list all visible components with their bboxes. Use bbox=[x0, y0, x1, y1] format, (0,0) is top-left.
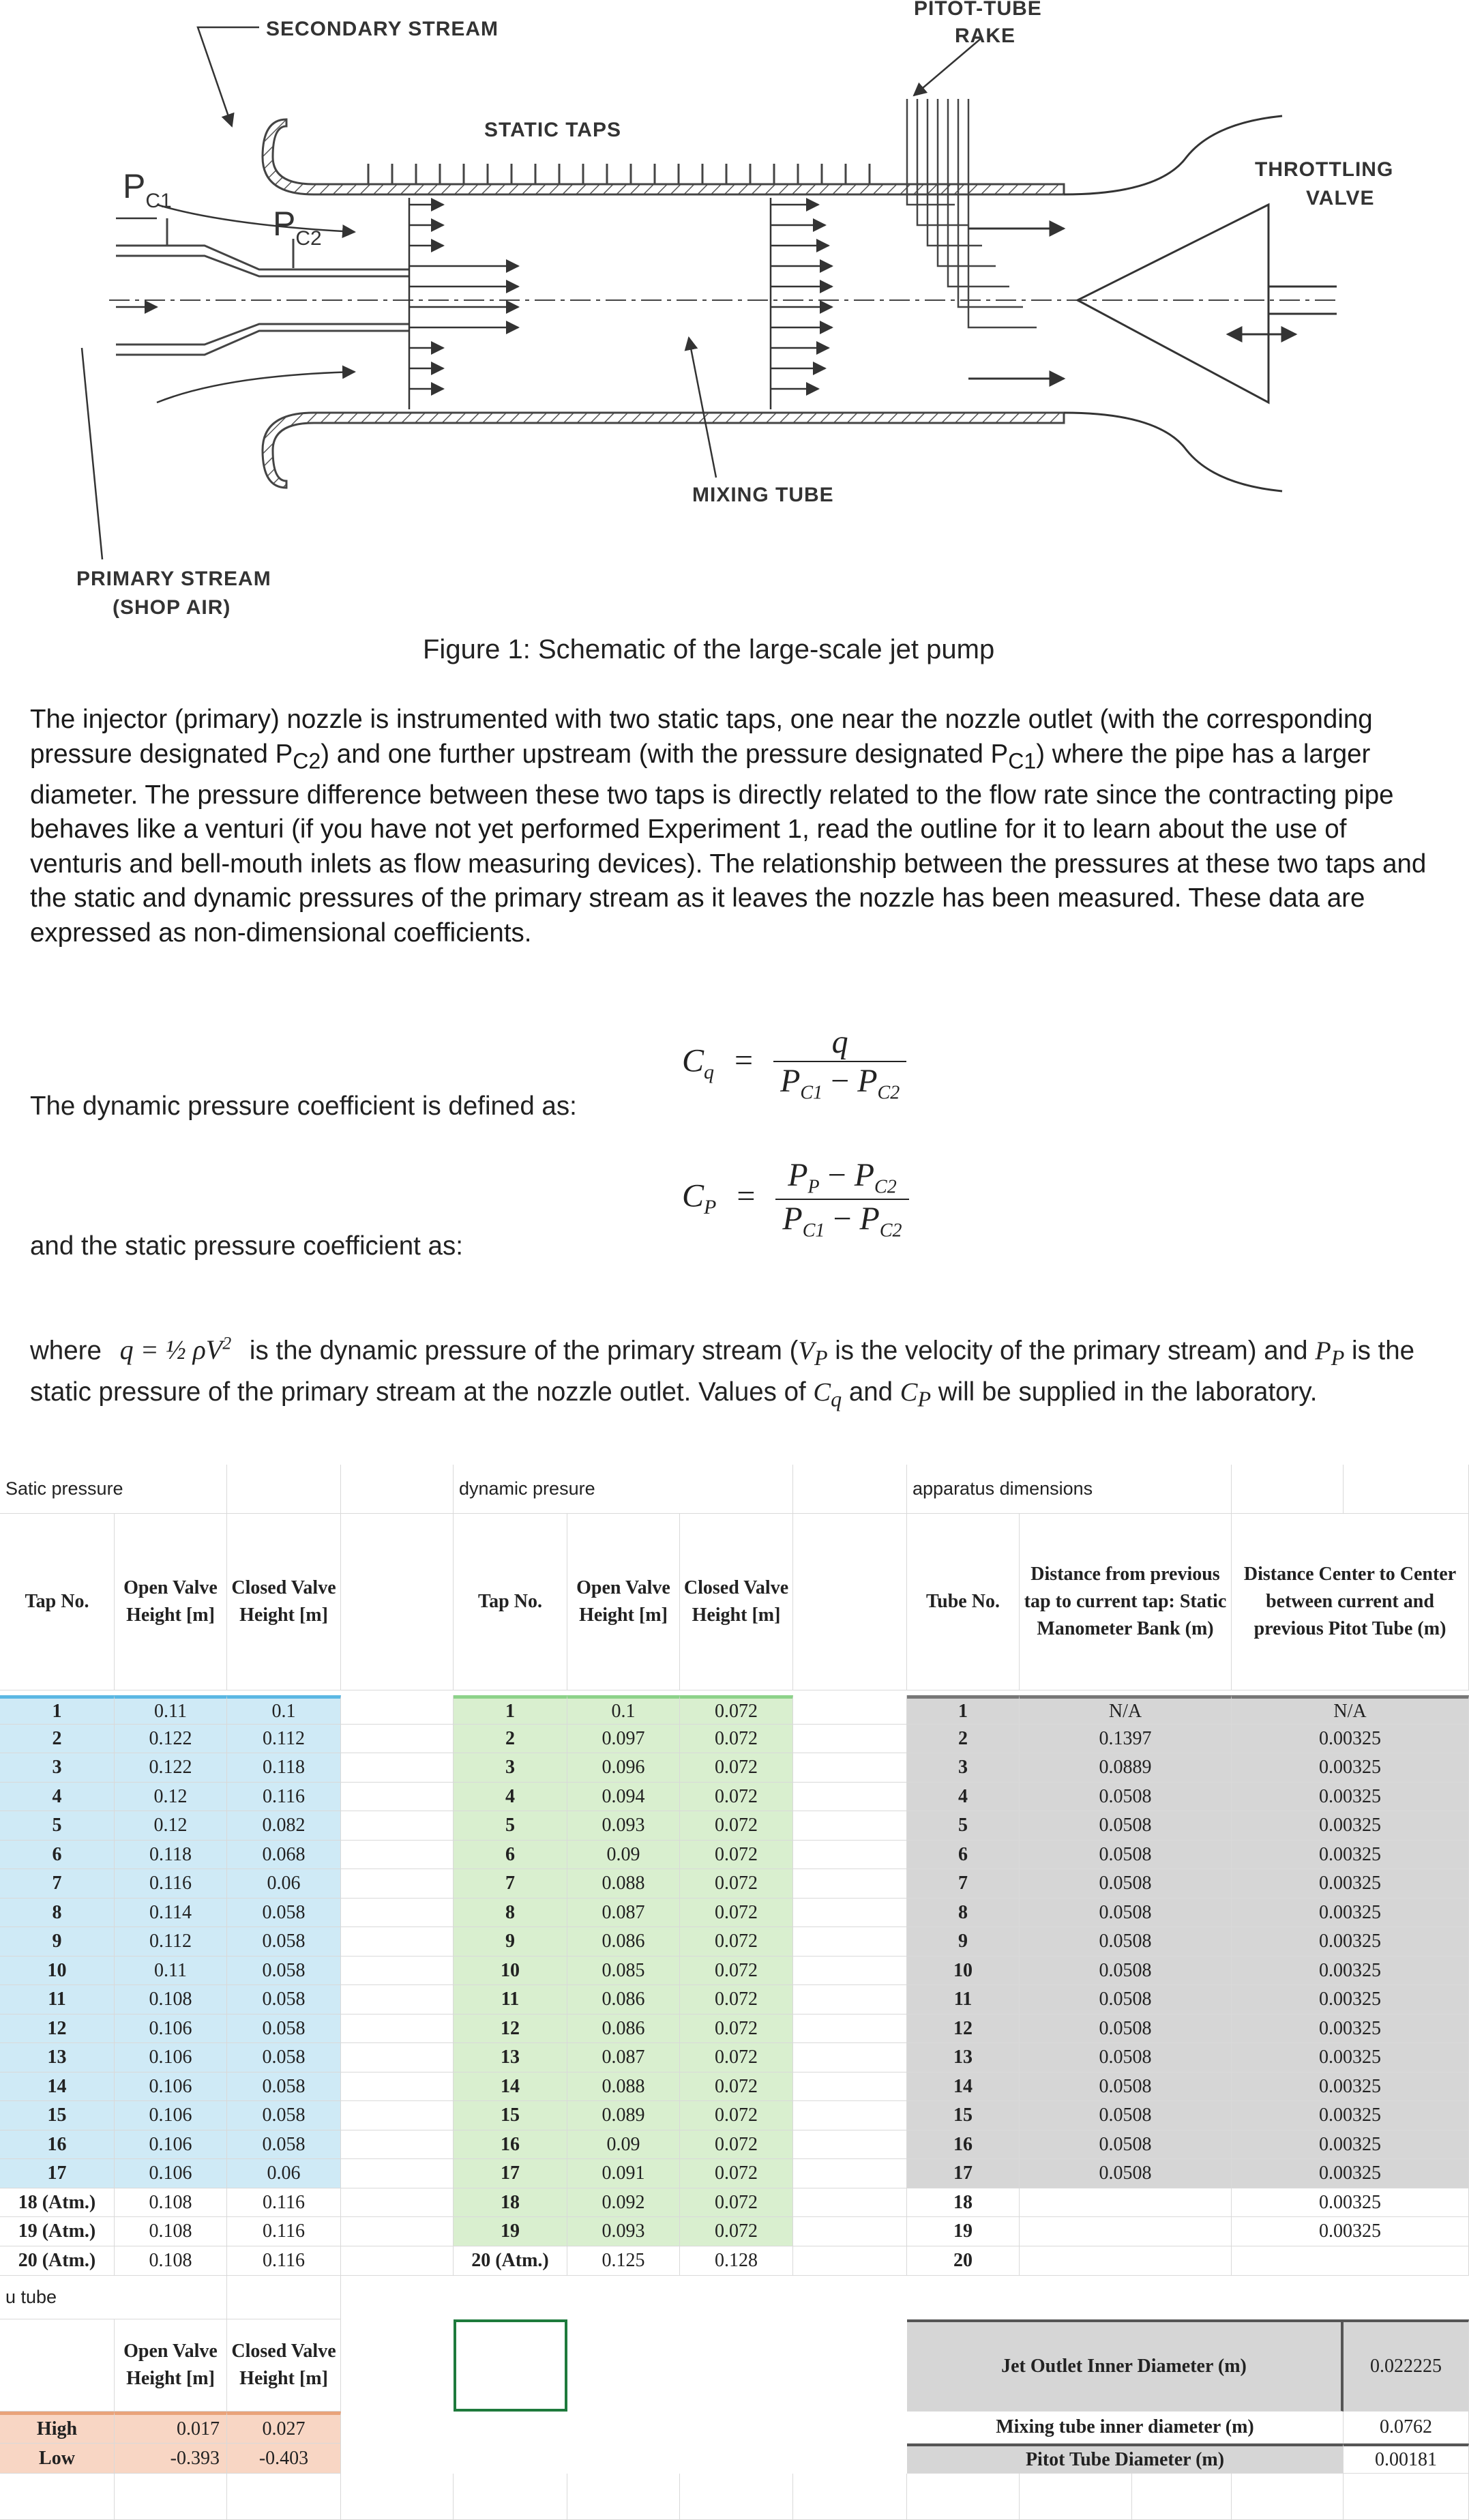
utube-open-header: Open Valve Height [m] bbox=[115, 2319, 227, 2412]
utube-open-value[interactable]: -0.393 bbox=[115, 2444, 227, 2474]
tube-no: 4 bbox=[907, 1783, 1020, 1811]
distance-pitot-value[interactable]: 0.00325 bbox=[1232, 2014, 1469, 2043]
dynamic-tap-no: 19 bbox=[454, 2217, 567, 2246]
cell[interactable] bbox=[793, 1783, 907, 1811]
figure-caption: Figure 1: Schematic of the large-scale jet pump bbox=[423, 634, 995, 664]
static-closed-value[interactable]: 0.058 bbox=[227, 2072, 341, 2101]
distance-pitot-value[interactable]: 0.00325 bbox=[1232, 1753, 1469, 1783]
tube-no: 16 bbox=[907, 2130, 1020, 2159]
dynamic-tap-no: 18 bbox=[454, 2188, 567, 2217]
tube-no: 20 bbox=[907, 2246, 1020, 2276]
static-closed-value[interactable]: 0.058 bbox=[227, 1927, 341, 1957]
distance-tap-value[interactable]: 0.0508 bbox=[1020, 1811, 1232, 1841]
cell[interactable] bbox=[793, 2159, 907, 2188]
cell[interactable] bbox=[341, 2101, 454, 2130]
dynamic-tap-no: 16 bbox=[454, 2130, 567, 2159]
dynamic-closed-value[interactable]: 0.072 bbox=[680, 2188, 793, 2217]
dynamic-closed-value[interactable]: 0.072 bbox=[680, 1957, 793, 1985]
cell[interactable] bbox=[793, 2474, 907, 2520]
distance-tap-value[interactable]: 0.0508 bbox=[1020, 2101, 1232, 2130]
static-tap-no: 11 bbox=[0, 1985, 115, 2014]
distance-pitot-value[interactable]: 0.00325 bbox=[1232, 1899, 1469, 1927]
dynamic-open-value[interactable]: 0.096 bbox=[567, 1753, 680, 1783]
static-open-value[interactable]: 0.112 bbox=[115, 1927, 227, 1957]
dynamic-open-value[interactable]: 0.093 bbox=[567, 1811, 680, 1841]
cell[interactable] bbox=[341, 2474, 454, 2520]
cell[interactable] bbox=[793, 1957, 907, 1985]
static-tap-no: 20 (Atm.) bbox=[0, 2246, 115, 2276]
pitot-diameter-value[interactable]: 0.00181 bbox=[1344, 2444, 1469, 2474]
distance-pitot-value[interactable]: 0.00325 bbox=[1232, 1927, 1469, 1957]
throttling-valve-label-1: THROTTLING bbox=[1255, 158, 1394, 181]
distance-pitot-value[interactable]: 0.00325 bbox=[1232, 1957, 1469, 1985]
distance-tap-value[interactable]: 0.0508 bbox=[1020, 2043, 1232, 2072]
static-tap-no: 16 bbox=[0, 2130, 115, 2159]
distance-pitot-value[interactable]: 0.00325 bbox=[1232, 1783, 1469, 1811]
static-tap-no: 13 bbox=[0, 2043, 115, 2072]
distance-tap-value[interactable] bbox=[1020, 2246, 1232, 2276]
distance-pitot-value[interactable]: N/A bbox=[1232, 1695, 1469, 1725]
static-tap-no: 19 (Atm.) bbox=[0, 2217, 115, 2246]
tube-no: 9 bbox=[907, 1927, 1020, 1957]
cell[interactable] bbox=[341, 1899, 454, 1927]
cell[interactable] bbox=[793, 1465, 907, 1514]
static-open-value[interactable]: 0.108 bbox=[115, 2217, 227, 2246]
cell[interactable] bbox=[1232, 1465, 1344, 1514]
distance-pitot-value[interactable]: 0.00325 bbox=[1232, 2159, 1469, 2188]
dynamic-open-header: Open Valve Height [m] bbox=[567, 1514, 680, 1690]
distance-pitot-value[interactable]: 0.00325 bbox=[1232, 2072, 1469, 2101]
dynamic-closed-value[interactable]: 0.072 bbox=[680, 1695, 793, 1725]
dynamic-open-value[interactable]: 0.091 bbox=[567, 2159, 680, 2188]
cell[interactable] bbox=[454, 2474, 567, 2520]
static-open-value[interactable]: 0.122 bbox=[115, 1725, 227, 1753]
static-open-value[interactable]: 0.106 bbox=[115, 2072, 227, 2101]
static-closed-value[interactable]: 0.058 bbox=[227, 1985, 341, 2014]
cell[interactable] bbox=[341, 1957, 454, 1985]
dynamic-open-value[interactable]: 0.094 bbox=[567, 1783, 680, 1811]
dynamic-open-value[interactable]: 0.092 bbox=[567, 2188, 680, 2217]
cell[interactable] bbox=[341, 2246, 454, 2276]
cell[interactable] bbox=[341, 1985, 454, 2014]
dynamic-open-value[interactable]: 0.097 bbox=[567, 1725, 680, 1753]
static-open-value[interactable]: 0.122 bbox=[115, 1753, 227, 1783]
distance-tap-value[interactable]: 0.0508 bbox=[1020, 2014, 1232, 2043]
tube-no: 15 bbox=[907, 2101, 1020, 2130]
tube-no: 6 bbox=[907, 1841, 1020, 1869]
velocity-profile-inlet bbox=[409, 198, 518, 409]
cell[interactable] bbox=[227, 2276, 341, 2319]
distance-tap-value[interactable]: 0.0508 bbox=[1020, 2072, 1232, 2101]
dynamic-closed-value[interactable]: 0.072 bbox=[680, 2101, 793, 2130]
distance-pitot-value[interactable]: 0.00325 bbox=[1232, 2101, 1469, 2130]
distance-tap-value[interactable]: 0.0508 bbox=[1020, 2130, 1232, 2159]
distance-tap-value[interactable] bbox=[1020, 2217, 1232, 2246]
tube-no: 5 bbox=[907, 1811, 1020, 1841]
tube-no: 1 bbox=[907, 1695, 1020, 1725]
intro-paragraph: The injector (primary) nozzle is instrumented with two static taps, one near the nozzle outlet (with the corresponding pressure designated $P_{C2}$) and one further upstream (with the pressure designated $P_{C1}$) where the pipe has a larger diameter. The pressure difference between these two taps is directly related to the flow rate since the contracting pipe behaves like a venturi (if you have not yet performed Experiment 1, read the outline for it to learn about the use of venturis and bell-mouth inlets as flow measuring devices). The relationship between the pressures at these two taps and the static and dynamic pressures of the primary stream as it leaves the nozzle has been measured. These data are expressed as non-dimensional coefficients. bbox=[30, 705, 1427, 948]
cell[interactable] bbox=[793, 1927, 907, 1957]
dynamic-closed-value[interactable]: 0.128 bbox=[680, 2246, 793, 2276]
static-tap-no: 1 bbox=[0, 1695, 115, 1725]
tube-no-header: Tube No. bbox=[907, 1514, 1020, 1690]
distance-pitot-value[interactable]: 0.00325 bbox=[1232, 2130, 1469, 2159]
cell[interactable] bbox=[793, 2072, 907, 2101]
static-closed-value[interactable]: 0.118 bbox=[227, 1753, 341, 1783]
static-tap-no: 3 bbox=[0, 1753, 115, 1783]
throttling-valve-label-2: VALVE bbox=[1306, 187, 1375, 209]
distance-pitot-header: Distance Center to Center between current and previous Pitot Tube (m) bbox=[1232, 1514, 1469, 1690]
distance-pitot-value[interactable]: 0.00325 bbox=[1232, 1985, 1469, 2014]
apparatus-dimensions-title: apparatus dimensions bbox=[907, 1465, 1232, 1514]
dynamic-closed-value[interactable]: 0.072 bbox=[680, 2217, 793, 2246]
dynamic-open-value[interactable]: 0.09 bbox=[567, 2130, 680, 2159]
cell[interactable] bbox=[341, 2217, 454, 2246]
static-closed-value[interactable]: 0.058 bbox=[227, 2130, 341, 2159]
distance-tap-value[interactable]: 0.0889 bbox=[1020, 1753, 1232, 1783]
cell[interactable] bbox=[341, 1465, 454, 1514]
static-closed-value[interactable]: 0.058 bbox=[227, 2014, 341, 2043]
dynamic-closed-value[interactable]: 0.072 bbox=[680, 1811, 793, 1841]
static-open-value[interactable]: 0.106 bbox=[115, 2101, 227, 2130]
cell[interactable] bbox=[341, 2014, 454, 2043]
tube-no: 18 bbox=[907, 2188, 1020, 2217]
cell[interactable] bbox=[227, 1465, 341, 1514]
jet-outlet-diameter-label: Jet Outlet Inner Diameter (m) bbox=[907, 2319, 1344, 2412]
dynamic-tap-no: 1 bbox=[454, 1695, 567, 1725]
distance-pitot-value[interactable]: 0.00325 bbox=[1232, 1841, 1469, 1869]
dynamic-open-value[interactable]: 0.087 bbox=[567, 2043, 680, 2072]
cq-equation: $C_q$ = $\frac{q}{P_{C1} - P_{C2}}$ bbox=[682, 1023, 906, 1104]
static-tap-no: 14 bbox=[0, 2072, 115, 2101]
cell[interactable] bbox=[1344, 2474, 1469, 2520]
static-closed-value[interactable]: 0.058 bbox=[227, 1899, 341, 1927]
mixing-tube-label: MIXING TUBE bbox=[692, 484, 834, 506]
dynamic-closed-value[interactable]: 0.072 bbox=[680, 1725, 793, 1753]
static-closed-value[interactable]: 0.1 bbox=[227, 1695, 341, 1725]
static-open-header: Open Valve Height [m] bbox=[115, 1514, 227, 1690]
static-taps bbox=[368, 164, 870, 184]
static-closed-value[interactable]: 0.116 bbox=[227, 2217, 341, 2246]
distance-tap-value[interactable]: 0.0508 bbox=[1020, 1899, 1232, 1927]
dynamic-closed-value[interactable]: 0.072 bbox=[680, 1985, 793, 2014]
tube-no: 2 bbox=[907, 1725, 1020, 1753]
dynamic-open-value[interactable]: 0.088 bbox=[567, 2072, 680, 2101]
static-pressure-title: Satic pressure bbox=[0, 1465, 227, 1514]
utube-row-label: Low bbox=[0, 2444, 115, 2474]
cell[interactable] bbox=[793, 1841, 907, 1869]
static-tap-no: 6 bbox=[0, 1841, 115, 1869]
dynamic-tap-no: 5 bbox=[454, 1811, 567, 1841]
dynamic-tap-no: 20 (Atm.) bbox=[454, 2246, 567, 2276]
dynamic-closed-value[interactable]: 0.072 bbox=[680, 2072, 793, 2101]
dynamic-tap-no: 3 bbox=[454, 1753, 567, 1783]
static-closed-value[interactable]: 0.082 bbox=[227, 1811, 341, 1841]
static-open-value[interactable]: 0.106 bbox=[115, 2159, 227, 2188]
cell[interactable] bbox=[793, 1514, 907, 1690]
dynamic-tap-no: 6 bbox=[454, 1841, 567, 1869]
utube-closed-header: Closed Valve Height [m] bbox=[227, 2319, 341, 2412]
dynamic-tap-no: 17 bbox=[454, 2159, 567, 2188]
static-tap-no: 7 bbox=[0, 1869, 115, 1899]
distance-tap-value[interactable]: 0.0508 bbox=[1020, 1783, 1232, 1811]
static-open-value[interactable]: 0.118 bbox=[115, 1841, 227, 1869]
distance-pitot-value[interactable]: 0.00325 bbox=[1232, 1811, 1469, 1841]
cell[interactable] bbox=[793, 2217, 907, 2246]
dynamic-tap-no: 8 bbox=[454, 1899, 567, 1927]
distance-tap-header: Distance from previous tap to current tap: Static Manometer Bank (m) bbox=[1020, 1514, 1232, 1690]
dynamic-tap-no: 15 bbox=[454, 2101, 567, 2130]
cell[interactable] bbox=[793, 2130, 907, 2159]
cell[interactable] bbox=[341, 1811, 454, 1841]
static-open-value[interactable]: 0.12 bbox=[115, 1783, 227, 1811]
selected-cell[interactable] bbox=[454, 2319, 567, 2412]
static-open-value[interactable]: 0.108 bbox=[115, 1985, 227, 2014]
cell[interactable] bbox=[793, 2101, 907, 2130]
where-paragraph: where q = ½ $\rho V^2$ is the dynamic pressure of the primary stream ($V_P$ is the velocity of the primary stream) and $P_P$ is the static pressure of the primary stream at the nozzle outlet. Values of $C_q$ and $C_P$ will be supplied in the laboratory. bbox=[30, 1334, 1415, 1411]
static-closed-header: Closed Valve Height [m] bbox=[227, 1514, 341, 1690]
static-tap-no-header: Tap No. bbox=[0, 1514, 115, 1690]
jet-pump-schematic bbox=[0, 0, 1469, 682]
static-taps-label: STATIC TAPS bbox=[484, 119, 621, 141]
mixing-tube-bottom-wall bbox=[263, 413, 1064, 488]
dynamic-open-value[interactable]: 0.086 bbox=[567, 2014, 680, 2043]
cell[interactable] bbox=[341, 2043, 454, 2072]
distance-tap-value[interactable]: 0.0508 bbox=[1020, 1869, 1232, 1899]
static-closed-value[interactable]: 0.116 bbox=[227, 1783, 341, 1811]
static-closed-value[interactable]: 0.116 bbox=[227, 2246, 341, 2276]
dynamic-tap-no: 2 bbox=[454, 1725, 567, 1753]
cell[interactable] bbox=[341, 1841, 454, 1869]
utube-open-value[interactable]: 0.017 bbox=[115, 2412, 227, 2444]
static-closed-value[interactable]: 0.116 bbox=[227, 2188, 341, 2217]
static-tap-no: 17 bbox=[0, 2159, 115, 2188]
mixing-tube-diameter-value[interactable]: 0.0762 bbox=[1344, 2412, 1469, 2444]
static-open-value[interactable]: 0.116 bbox=[115, 1869, 227, 1899]
pitot-diameter-label: Pitot Tube Diameter (m) bbox=[907, 2444, 1344, 2474]
cell[interactable] bbox=[115, 2474, 227, 2520]
tube-no: 12 bbox=[907, 2014, 1020, 2043]
cell[interactable] bbox=[341, 1927, 454, 1957]
dynamic-closed-value[interactable]: 0.072 bbox=[680, 1927, 793, 1957]
dynamic-open-value[interactable]: 0.093 bbox=[567, 2217, 680, 2246]
dynamic-closed-value[interactable]: 0.072 bbox=[680, 1753, 793, 1783]
cell[interactable] bbox=[793, 1753, 907, 1783]
dynamic-open-value[interactable]: 0.1 bbox=[567, 1695, 680, 1725]
dynamic-tap-no: 7 bbox=[454, 1869, 567, 1899]
cell[interactable] bbox=[1344, 1465, 1469, 1514]
leader-lines bbox=[82, 27, 982, 559]
static-tap-no: 9 bbox=[0, 1927, 115, 1957]
tube-no: 3 bbox=[907, 1753, 1020, 1783]
static-open-value[interactable]: 0.106 bbox=[115, 2043, 227, 2072]
dynamic-coeff-definition: The dynamic pressure coefficient is defined as: bbox=[30, 1091, 577, 1121]
dynamic-closed-value[interactable]: 0.072 bbox=[680, 1783, 793, 1811]
static-closed-value[interactable]: 0.058 bbox=[227, 1957, 341, 1985]
distance-tap-value[interactable]: 0.0508 bbox=[1020, 1841, 1232, 1869]
cell[interactable] bbox=[793, 2043, 907, 2072]
pitot-rake-label-1: PITOT-TUBE bbox=[914, 0, 1042, 20]
distance-tap-value[interactable]: 0.0508 bbox=[1020, 1927, 1232, 1957]
dynamic-tap-no: 13 bbox=[454, 2043, 567, 2072]
dynamic-closed-value[interactable]: 0.072 bbox=[680, 2043, 793, 2072]
cell[interactable] bbox=[341, 1783, 454, 1811]
utube-row-label: High bbox=[0, 2412, 115, 2444]
data-spreadsheet bbox=[0, 1465, 1469, 2520]
dynamic-closed-value[interactable]: 0.072 bbox=[680, 2159, 793, 2188]
mixing-tube-top-wall bbox=[263, 119, 1064, 194]
pitot-tube-rake bbox=[907, 99, 1037, 327]
cell[interactable] bbox=[341, 1753, 454, 1783]
cell[interactable] bbox=[341, 2159, 454, 2188]
cell[interactable] bbox=[793, 2014, 907, 2043]
static-closed-value[interactable]: 0.06 bbox=[227, 1869, 341, 1899]
dynamic-open-value[interactable]: 0.086 bbox=[567, 1927, 680, 1957]
static-tap-no: 5 bbox=[0, 1811, 115, 1841]
static-tap-no: 15 bbox=[0, 2101, 115, 2130]
dynamic-open-value[interactable]: 0.086 bbox=[567, 1985, 680, 2014]
pitot-rake-label-2: RAKE bbox=[955, 25, 1016, 47]
dynamic-closed-value[interactable]: 0.072 bbox=[680, 2014, 793, 2043]
static-open-value[interactable]: 0.108 bbox=[115, 2246, 227, 2276]
static-tap-no: 4 bbox=[0, 1783, 115, 1811]
dynamic-open-value[interactable]: 0.087 bbox=[567, 1899, 680, 1927]
cell[interactable] bbox=[567, 2474, 680, 2520]
dynamic-closed-value[interactable]: 0.072 bbox=[680, 1899, 793, 1927]
static-tap-no: 10 bbox=[0, 1957, 115, 1985]
cp-equation: $C_P$ = $\frac{P_P - P_{C2}}{P_{C1} - P_{C2}}$ bbox=[682, 1156, 909, 1242]
distance-tap-value[interactable]: N/A bbox=[1020, 1695, 1232, 1725]
utube-closed-value[interactable]: -0.403 bbox=[227, 2444, 341, 2474]
tube-no: 13 bbox=[907, 2043, 1020, 2072]
cell[interactable] bbox=[793, 1725, 907, 1753]
distance-tap-value[interactable]: 0.0508 bbox=[1020, 2159, 1232, 2188]
static-coeff-definition: and the static pressure coefficient as: bbox=[30, 1231, 463, 1261]
secondary-stream-label: SECONDARY STREAM bbox=[266, 18, 499, 40]
cell[interactable] bbox=[341, 2130, 454, 2159]
cell[interactable] bbox=[341, 1869, 454, 1899]
distance-pitot-value[interactable]: 0.00325 bbox=[1232, 2217, 1469, 2246]
static-open-value[interactable]: 0.114 bbox=[115, 1899, 227, 1927]
cell[interactable] bbox=[793, 2246, 907, 2276]
static-closed-value[interactable]: 0.06 bbox=[227, 2159, 341, 2188]
distance-pitot-value[interactable]: 0.00325 bbox=[1232, 1869, 1469, 1899]
tube-no: 17 bbox=[907, 2159, 1020, 2188]
primary-stream-label-2: (SHOP AIR) bbox=[113, 596, 231, 619]
pc2-label: $P_{C2}$ bbox=[273, 205, 322, 250]
static-tap-no: 12 bbox=[0, 2014, 115, 2043]
cell[interactable] bbox=[793, 1695, 907, 1725]
dynamic-closed-value[interactable]: 0.072 bbox=[680, 1869, 793, 1899]
dynamic-closed-header: Closed Valve Height [m] bbox=[680, 1514, 793, 1690]
dynamic-closed-value[interactable]: 0.072 bbox=[680, 1841, 793, 1869]
jet-outlet-diameter-value[interactable]: 0.022225 bbox=[1344, 2319, 1469, 2412]
dynamic-tap-no-header: Tap No. bbox=[454, 1514, 567, 1690]
pc1-label: $P_{C1}$ bbox=[123, 167, 172, 212]
dynamic-closed-value[interactable]: 0.072 bbox=[680, 2130, 793, 2159]
tube-no: 10 bbox=[907, 1957, 1020, 1985]
dynamic-tap-no: 11 bbox=[454, 1985, 567, 2014]
dynamic-open-value[interactable]: 0.09 bbox=[567, 1841, 680, 1869]
static-tap-no: 2 bbox=[0, 1725, 115, 1753]
distance-pitot-value[interactable]: 0.00325 bbox=[1232, 1725, 1469, 1753]
cell[interactable] bbox=[793, 2188, 907, 2217]
static-open-value[interactable]: 0.106 bbox=[115, 2130, 227, 2159]
cell[interactable] bbox=[793, 1869, 907, 1899]
distance-tap-value[interactable]: 0.1397 bbox=[1020, 1725, 1232, 1753]
primary-stream-label-1: PRIMARY STREAM bbox=[76, 568, 271, 590]
static-closed-value[interactable]: 0.058 bbox=[227, 2043, 341, 2072]
static-tap-no: 18 (Atm.) bbox=[0, 2188, 115, 2217]
cell[interactable] bbox=[341, 2072, 454, 2101]
dynamic-open-value[interactable]: 0.089 bbox=[567, 2101, 680, 2130]
cell[interactable] bbox=[680, 2474, 793, 2520]
static-closed-value[interactable]: 0.112 bbox=[227, 1725, 341, 1753]
dynamic-tap-no: 12 bbox=[454, 2014, 567, 2043]
static-open-value[interactable]: 0.12 bbox=[115, 1811, 227, 1841]
static-closed-value[interactable]: 0.068 bbox=[227, 1841, 341, 1869]
cell[interactable] bbox=[907, 2474, 1020, 2520]
cell[interactable] bbox=[1132, 2474, 1232, 2520]
cell[interactable] bbox=[0, 2474, 115, 2520]
dynamic-tap-no: 9 bbox=[454, 1927, 567, 1957]
tube-no: 19 bbox=[907, 2217, 1020, 2246]
static-open-value[interactable]: 0.108 bbox=[115, 2188, 227, 2217]
cell[interactable] bbox=[341, 2188, 454, 2217]
primary-nozzle bbox=[116, 218, 409, 355]
cell[interactable] bbox=[341, 1725, 454, 1753]
dynamic-tap-no: 10 bbox=[454, 1957, 567, 1985]
cell[interactable] bbox=[1020, 2474, 1132, 2520]
static-open-value[interactable]: 0.11 bbox=[115, 1957, 227, 1985]
distance-pitot-value[interactable] bbox=[1232, 2246, 1469, 2276]
distance-tap-value[interactable]: 0.0508 bbox=[1020, 1985, 1232, 2014]
cell[interactable] bbox=[793, 1899, 907, 1927]
static-open-value[interactable]: 0.11 bbox=[115, 1695, 227, 1725]
dynamic-open-value[interactable]: 0.088 bbox=[567, 1869, 680, 1899]
mixing-tube-diameter-label: Mixing tube inner diameter (m) bbox=[907, 2412, 1344, 2444]
cell[interactable] bbox=[341, 1514, 454, 1690]
distance-tap-value[interactable]: 0.0508 bbox=[1020, 1957, 1232, 1985]
utube-closed-value[interactable]: 0.027 bbox=[227, 2412, 341, 2444]
static-closed-value[interactable]: 0.058 bbox=[227, 2101, 341, 2130]
dynamic-tap-no: 14 bbox=[454, 2072, 567, 2101]
cell[interactable] bbox=[793, 1985, 907, 2014]
distance-tap-value[interactable] bbox=[1020, 2188, 1232, 2217]
distance-pitot-value[interactable]: 0.00325 bbox=[1232, 2043, 1469, 2072]
velocity-profile-outlet bbox=[771, 198, 832, 409]
cell[interactable] bbox=[341, 1695, 454, 1725]
cell[interactable] bbox=[1232, 2474, 1344, 2520]
cell[interactable] bbox=[0, 2319, 115, 2412]
distance-pitot-value[interactable]: 0.00325 bbox=[1232, 2188, 1469, 2217]
tube-no: 11 bbox=[907, 1985, 1020, 2014]
dynamic-tap-no: 4 bbox=[454, 1783, 567, 1811]
static-open-value[interactable]: 0.106 bbox=[115, 2014, 227, 2043]
cell[interactable] bbox=[793, 1811, 907, 1841]
tube-no: 8 bbox=[907, 1899, 1020, 1927]
dynamic-open-value[interactable]: 0.125 bbox=[567, 2246, 680, 2276]
dynamic-pressure-title: dynamic presure bbox=[454, 1465, 793, 1514]
static-tap-no: 8 bbox=[0, 1899, 115, 1927]
dynamic-open-value[interactable]: 0.085 bbox=[567, 1957, 680, 1985]
tube-no: 7 bbox=[907, 1869, 1020, 1899]
u-tube-title: u tube bbox=[0, 2276, 227, 2319]
cell[interactable] bbox=[227, 2474, 341, 2520]
tube-no: 14 bbox=[907, 2072, 1020, 2101]
